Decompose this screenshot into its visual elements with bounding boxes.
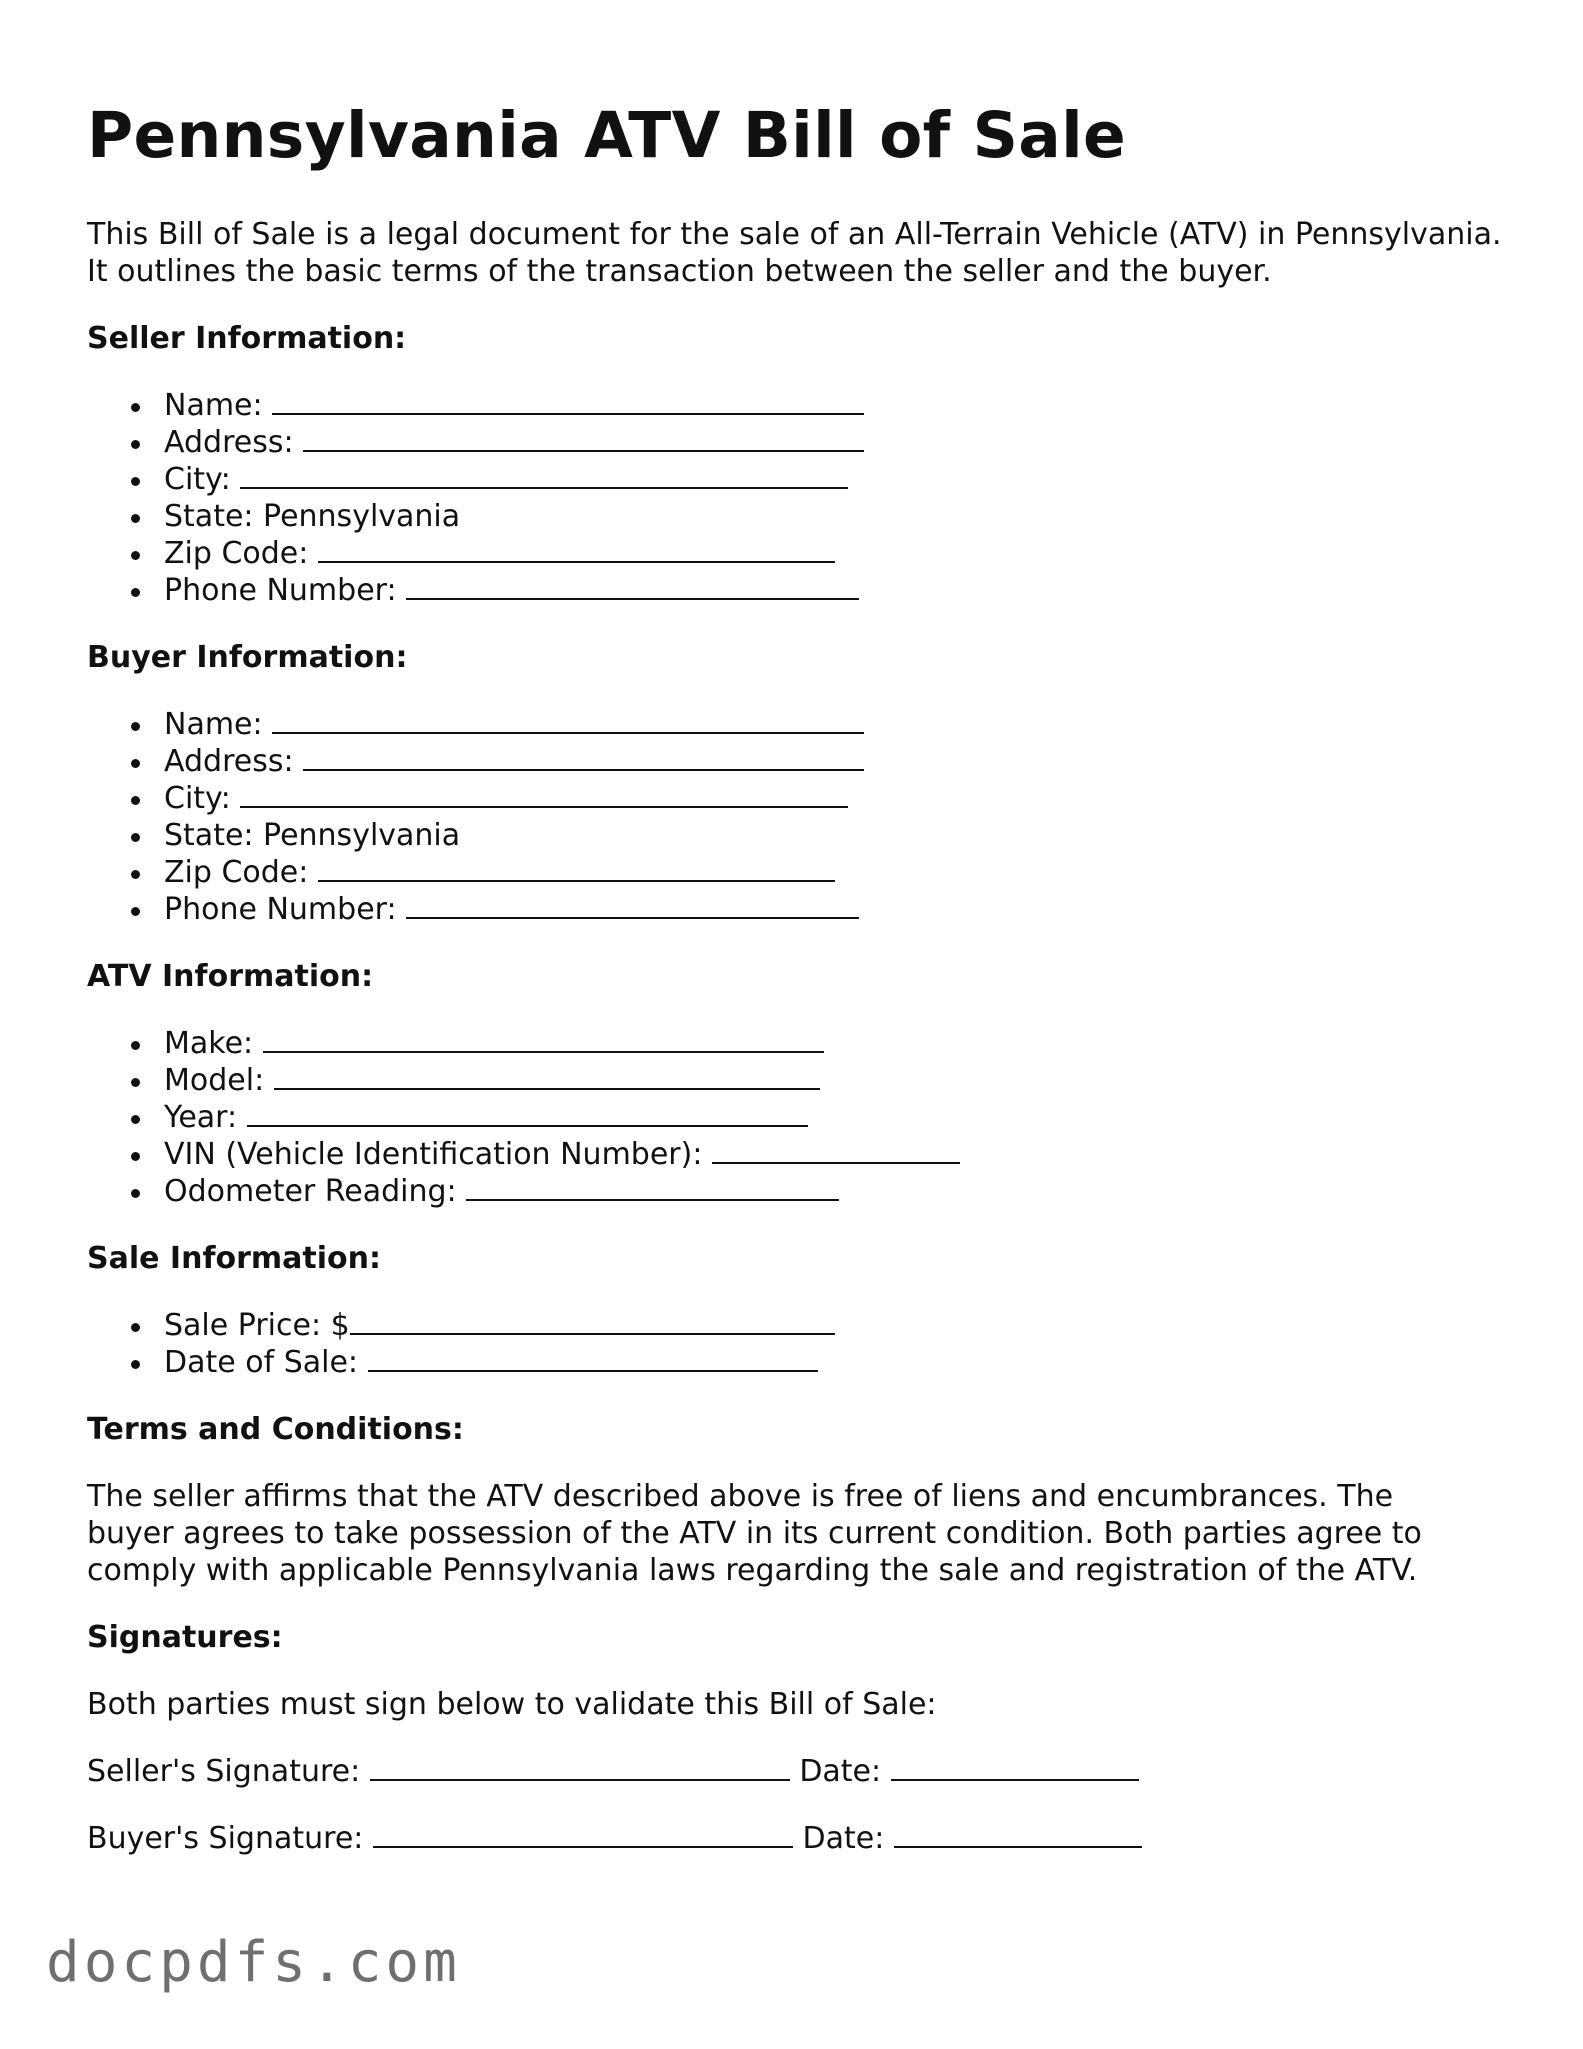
document-title: Pennsylvania ATV Bill of Sale	[87, 99, 1127, 172]
seller-signature-field[interactable]	[370, 1753, 790, 1781]
seller-phone-field[interactable]	[406, 572, 859, 600]
buyer-phone-label: Phone Number:	[164, 892, 397, 928]
seller-name-label: Name:	[164, 388, 263, 424]
terms-heading: Terms and Conditions:	[87, 1412, 464, 1448]
seller-phone-label: Phone Number:	[164, 573, 397, 609]
atv-odometer-field[interactable]	[466, 1173, 839, 1201]
list-item	[164, 572, 1507, 609]
seller-date-label: Date:	[799, 1754, 882, 1790]
list-item	[164, 1173, 1507, 1210]
buyer-date-field[interactable]	[894, 1820, 1142, 1848]
seller-state-label: State: Pennsylvania	[164, 499, 461, 535]
buyer-name-field[interactable]	[272, 706, 864, 734]
atv-model-field[interactable]	[274, 1062, 820, 1090]
list-item	[164, 1136, 1507, 1173]
atv-make-label: Make:	[164, 1026, 254, 1062]
list-item	[164, 743, 1507, 780]
buyer-signature-label: Buyer's Signature:	[87, 1821, 364, 1857]
atv-odometer-label: Odometer Reading:	[164, 1174, 457, 1210]
seller-address-field[interactable]	[303, 424, 864, 452]
atv-year-label: Year:	[164, 1100, 238, 1136]
buyer-phone-field[interactable]	[406, 891, 859, 919]
buyer-zip-label: Zip Code:	[164, 855, 309, 891]
atv-model-label: Model:	[164, 1063, 265, 1099]
seller-address-label: Address:	[164, 425, 294, 461]
buyer-city-label: City:	[164, 781, 231, 817]
atv-year-field[interactable]	[247, 1099, 808, 1127]
seller-fields	[87, 387, 1507, 609]
buyer-zip-field[interactable]	[318, 854, 835, 882]
list-item	[164, 535, 1507, 572]
seller-name-field[interactable]	[272, 387, 864, 415]
terms-paragraph: The seller affirms that the ATV described above is free of liens and encumbrances. The buyer agrees to take possession of the ATV in its current condition. Both parties agree to comply with applicable Pennsylvania laws regarding the sale and registration of the ATV.	[87, 1479, 1422, 1589]
list-item	[164, 891, 1507, 928]
sale-price-label: Sale Price: $	[164, 1308, 350, 1344]
atv-make-field[interactable]	[263, 1025, 824, 1053]
sale-heading: Sale Information:	[87, 1241, 381, 1277]
signatures-heading: Signatures:	[87, 1620, 283, 1656]
seller-city-label: City:	[164, 462, 231, 498]
list-item	[164, 1025, 1507, 1062]
buyer-city-field[interactable]	[240, 780, 848, 808]
seller-zip-label: Zip Code:	[164, 536, 309, 572]
list-item	[164, 1099, 1507, 1136]
seller-city-field[interactable]	[240, 461, 848, 489]
buyer-name-label: Name:	[164, 707, 263, 743]
list-item	[164, 387, 1507, 424]
list-item	[164, 1307, 1507, 1344]
list-item	[164, 817, 1507, 854]
document-page	[87, 100, 1507, 1887]
sale-price-field[interactable]	[350, 1307, 835, 1335]
buyer-address-label: Address:	[164, 744, 294, 780]
atv-fields	[87, 1025, 1507, 1210]
list-item	[164, 854, 1507, 891]
list-item	[164, 780, 1507, 817]
list-item	[164, 461, 1507, 498]
atv-vin-label: VIN (Vehicle Identification Number):	[164, 1137, 703, 1173]
seller-date-field[interactable]	[891, 1753, 1139, 1781]
atv-heading: ATV Information:	[87, 959, 374, 995]
buyer-fields	[87, 706, 1507, 928]
list-item	[164, 1062, 1507, 1099]
seller-signature-label: Seller's Signature:	[87, 1754, 361, 1790]
list-item	[164, 498, 1507, 535]
list-item	[164, 424, 1507, 461]
signatures-instruction: Both parties must sign below to validate this Bill of Sale:	[87, 1687, 937, 1723]
watermark: docpdfs.com	[46, 1930, 461, 1995]
list-item	[164, 706, 1507, 743]
atv-vin-field[interactable]	[712, 1136, 960, 1164]
buyer-signature-field[interactable]	[373, 1820, 793, 1848]
buyer-state-label: State: Pennsylvania	[164, 818, 461, 854]
buyer-address-field[interactable]	[303, 743, 864, 771]
seller-heading: Seller Information:	[87, 321, 407, 357]
sale-date-label: Date of Sale:	[164, 1345, 359, 1381]
list-item	[164, 1344, 1507, 1381]
buyer-signature-row	[87, 1820, 1507, 1857]
intro-paragraph: This Bill of Sale is a legal document for the sale of an All-Terrain Vehicle (ATV) in Pennsylvania. It outlines the basic terms of the transaction between the seller and the buyer.	[87, 217, 1502, 290]
seller-zip-field[interactable]	[318, 535, 835, 563]
sale-fields	[87, 1307, 1507, 1381]
sale-date-field[interactable]	[368, 1344, 818, 1372]
seller-signature-row	[87, 1753, 1507, 1790]
buyer-heading: Buyer Information:	[87, 640, 408, 676]
buyer-date-label: Date:	[802, 1821, 885, 1857]
